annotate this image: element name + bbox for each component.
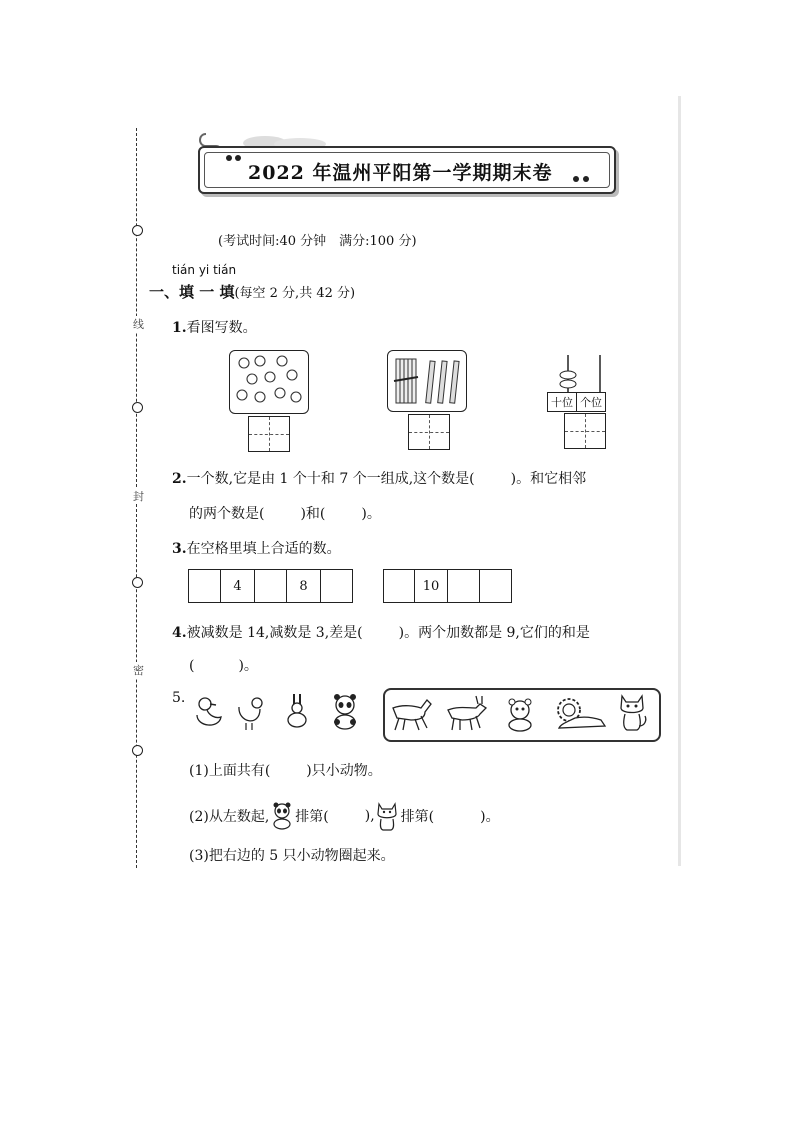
question-text: (	[189, 658, 195, 674]
question-3	[172, 538, 341, 558]
binding-mark: 密	[133, 664, 144, 677]
tens-label: 十位	[548, 393, 577, 411]
question-text: 看图写数。	[186, 320, 257, 336]
question-number: 4.	[172, 625, 187, 641]
binding-hole	[132, 402, 143, 413]
place-value-label	[547, 392, 606, 412]
sequence-cell: 10	[415, 570, 448, 602]
horse-icon	[389, 694, 433, 732]
question-5-part-2	[189, 801, 500, 831]
question-4-line-2	[189, 655, 258, 675]
sequence-cell[interactable]	[448, 570, 480, 602]
binding-mark: 线	[133, 318, 144, 331]
bird-decoration-icon	[570, 172, 594, 186]
bear-icon	[505, 698, 535, 732]
panda-icon	[269, 802, 295, 830]
question-text: )。	[238, 658, 258, 674]
cat-icon	[375, 801, 401, 831]
answer-box[interactable]	[564, 413, 606, 449]
question-number: 2.	[172, 471, 187, 487]
abacus-icon	[548, 355, 618, 395]
sequence-cell[interactable]	[189, 570, 221, 602]
binding-mark: 封	[133, 490, 144, 503]
section-pinyin: tián yi tián	[172, 263, 237, 277]
page-title: 2022 年温州平阳第一学期期末卷	[248, 162, 553, 184]
question-text: (1)上面共有(	[189, 763, 271, 779]
page-edge-shadow	[678, 96, 681, 866]
question-text: ),	[364, 808, 375, 824]
answer-box[interactable]	[248, 416, 290, 452]
sequence-cell[interactable]	[255, 570, 287, 602]
binding-hole	[132, 577, 143, 588]
section-score-note: (每空 2 分,共 42 分)	[234, 286, 356, 301]
question-2-line-2	[189, 503, 381, 523]
binding-hole	[132, 745, 143, 756]
question-number: 3.	[172, 541, 187, 557]
question-5-part-3: (3)把右边的 5 只小动物圈起来。	[189, 848, 395, 864]
section-heading	[149, 281, 355, 302]
sticks-picture	[387, 350, 467, 412]
question-text: )只小动物。	[306, 763, 382, 779]
hen-icon	[236, 695, 266, 731]
question-5-number: 5.	[172, 690, 186, 706]
bird-decoration-icon	[224, 152, 244, 164]
section-title: 一、填 一 填	[149, 283, 235, 301]
sequence-cell[interactable]	[480, 570, 511, 602]
bundled-sticks-icon	[388, 351, 466, 411]
sequence-cell: 8	[287, 570, 321, 602]
question-text: 在空格里填上合适的数。	[186, 541, 341, 557]
lion-icon	[555, 696, 607, 732]
exam-info: (考试时间:40 分钟 满分:100 分)	[218, 234, 417, 249]
answer-box[interactable]	[408, 414, 450, 450]
question-text: )。	[361, 506, 381, 522]
sequence-cell[interactable]	[384, 570, 415, 602]
question-text: 的两个数是(	[189, 506, 265, 522]
ones-label: 个位	[580, 396, 602, 409]
question-text: )。	[480, 809, 500, 825]
question-number: 1.	[172, 320, 187, 336]
question-text: )。两个加数都是 9,它们的和是	[398, 625, 590, 641]
number-sequence-row-1	[188, 569, 353, 603]
question-text: 被减数是 14,减数是 3,差是(	[186, 625, 363, 641]
question-text: )。和它相邻	[510, 471, 587, 487]
duck-icon	[193, 695, 223, 731]
panda-icon	[330, 694, 360, 730]
question-1	[172, 317, 257, 337]
question-text: 排第(	[400, 809, 435, 825]
flowers-picture	[229, 350, 309, 414]
sequence-cell: 4	[221, 570, 255, 602]
binding-hole	[132, 225, 143, 236]
question-5-part-1	[189, 760, 382, 780]
question-4	[172, 622, 590, 642]
question-text: 一个数,它是由 1 个十和 7 个一组成,这个数是(	[186, 471, 475, 487]
question-text: )和(	[300, 506, 326, 522]
question-text: (2)从左数起,	[189, 809, 270, 825]
cat-icon	[617, 692, 649, 732]
goat-icon	[444, 692, 488, 732]
rabbit-icon	[282, 692, 312, 728]
question-text: 排第(	[295, 809, 329, 825]
number-sequence-row-2	[383, 569, 512, 603]
flower-cluster-icon	[230, 351, 308, 413]
question-2	[172, 468, 586, 488]
sequence-cell[interactable]	[321, 570, 352, 602]
